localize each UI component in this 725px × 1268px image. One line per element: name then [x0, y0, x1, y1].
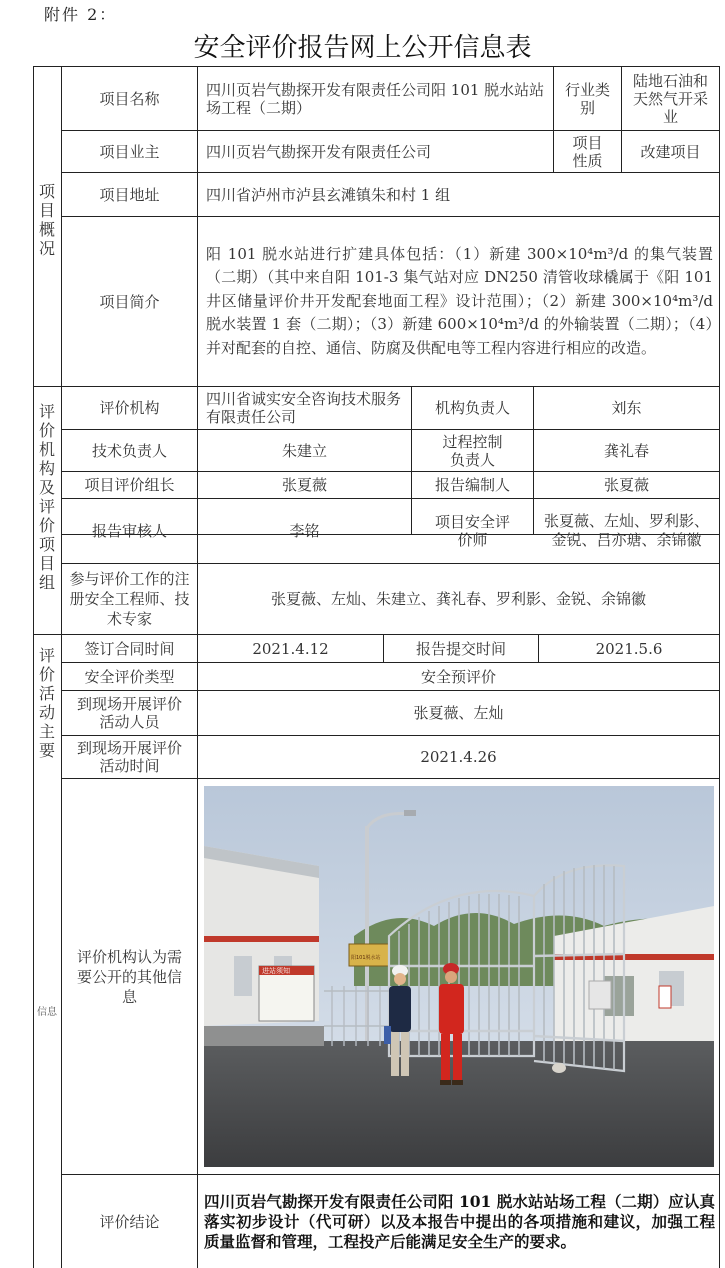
value-address: 四川省泸州市泸县玄滩镇朱和村 1 组 — [206, 185, 451, 204]
label-submit-time: 报告提交时间 — [415, 639, 506, 658]
label-engineers: 参与评价工作的注册安全工程师、技术专家 — [69, 570, 190, 628]
photo-sign-notice: 进站须知 — [262, 967, 290, 975]
value-tech-head: 朱建立 — [281, 441, 327, 460]
value-team-leader: 张夏薇 — [281, 476, 327, 494]
label-conclusion: 评价结论 — [99, 1212, 160, 1231]
value-conclusion: 四川页岩气勘探开发有限责任公司阳 101 脱水站站场工程（二期）应认真落实初步设计（代可研）以及本报告中提出的各项措施和建议，加强工程质量监督和管理，工程投产后能满足安全生产的要求。 — [204, 1191, 715, 1251]
value-report-writer: 张夏薇 — [603, 476, 649, 494]
value-nature: 改建项目 — [640, 142, 701, 161]
value-engineers: 张夏薇、左灿、朱建立、龚礼春、罗利影、金锐、余锦徽 — [270, 590, 646, 608]
label-safety-evaluator: 项目安全评价师 — [434, 513, 510, 549]
label-intro: 项目简介 — [99, 292, 160, 311]
label-project-name: 项目名称 — [99, 89, 160, 108]
attachment-label: 附件 2： — [44, 5, 118, 24]
label-contract-time: 签订合同时间 — [84, 639, 175, 658]
value-reviewer: 李铭 — [289, 522, 320, 540]
value-project-name: 四川页岩气勘探开发有限责任公司阳 101 脱水站站场工程（二期） — [206, 80, 545, 117]
value-intro: 阳 101 脱水站进行扩建具体包括：（1）新建 300×10⁴m³/d 的集气装置（二期）（其中来自阳 101-3 集气站对应 DN250 清管收球橇属于《阳 101 井区储量评价井开发配套地面工程》设计范围）；（2）新建 300×10⁴m³/d 脱水装置 1 套（二期）；（3）新建 600×10⁴m³/d 的外输装置（二期）；（4）并对配套的自控、通信、防腐及供配电等工程内容进行相应的改造。 — [206, 244, 713, 357]
value-process-head: 龚礼春 — [603, 441, 649, 460]
section-org: 评价机构及评价项目组 — [38, 402, 55, 592]
label-org-head: 机构负责人 — [434, 399, 510, 417]
value-site-staff: 张夏薇、左灿 — [413, 704, 504, 722]
label-nature: 项目性质 — [572, 133, 603, 170]
label-eval-org: 评价机构 — [99, 399, 160, 417]
label-process-head: 过程控制负责人 — [442, 432, 503, 469]
value-owner: 四川页岩气勘探开发有限责任公司 — [206, 142, 432, 161]
label-site-time: 到现场开展评价活动时间 — [76, 739, 182, 775]
section-info: 信息 — [37, 1007, 57, 1018]
label-owner: 项目业主 — [99, 142, 160, 161]
section-activity: 评价活动主要 — [38, 646, 55, 760]
photo-sign-station: 阳101脱水站 — [351, 955, 381, 961]
label-team-leader: 项目评价组长 — [84, 476, 175, 494]
page-title: 安全评价报告网上公开信息表 — [193, 33, 532, 63]
label-eval-type: 安全评价类型 — [84, 667, 175, 686]
value-safety-evaluator: 张夏薇、左灿、罗利影、金锐、吕亦瑭、余锦徽 — [543, 512, 709, 549]
value-org-head: 刘东 — [611, 399, 642, 417]
label-tech-head: 技术负责人 — [91, 441, 167, 460]
label-industry: 行业类别 — [564, 80, 610, 117]
value-industry: 陆地石油和天然气开采业 — [632, 71, 708, 126]
label-address: 项目地址 — [99, 185, 160, 204]
value-eval-org: 四川省诚实安全咨询技术服务有限责任公司 — [206, 390, 402, 426]
label-report-writer: 报告编制人 — [434, 476, 510, 494]
site-photo — [204, 786, 714, 1167]
label-reviewer: 报告审核人 — [91, 522, 167, 540]
value-contract-time: 2021.4.12 — [252, 639, 329, 658]
label-other-info: 评价机构认为需要公开的其他信息 — [76, 947, 182, 1006]
value-site-time: 2021.4.26 — [420, 748, 497, 766]
label-site-staff: 到现场开展评价活动人员 — [76, 695, 182, 731]
value-eval-type: 安全预评价 — [420, 667, 496, 686]
section-overview: 项目概况 — [38, 182, 55, 258]
value-submit-time: 2021.5.6 — [595, 639, 663, 658]
